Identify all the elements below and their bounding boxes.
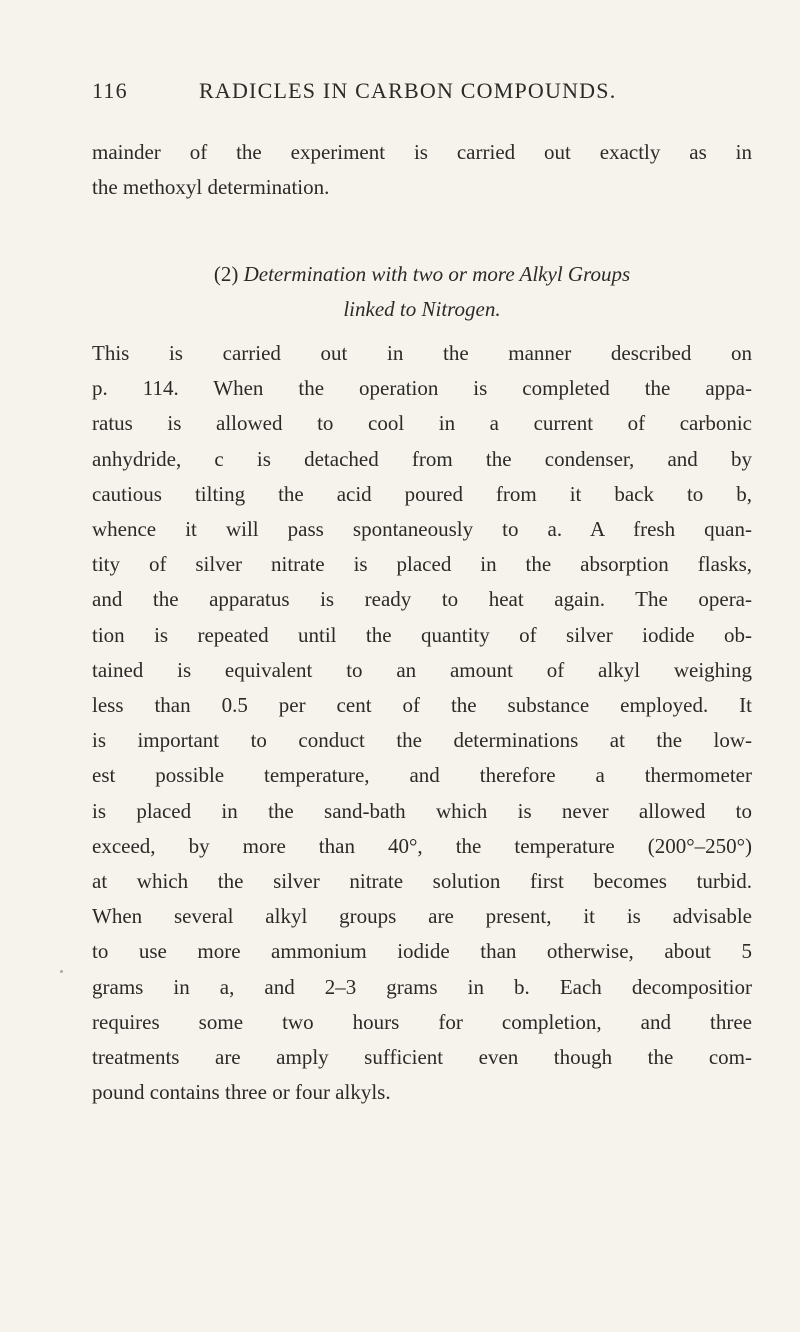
text-line: This is carried out in the manner described on — [92, 341, 752, 365]
text-line: tity of silver nitrate is placed in the absorption flasks, — [92, 552, 752, 577]
text-line: est possible temperature, and therefore a thermometer — [92, 763, 752, 788]
margin-speck — [60, 970, 63, 973]
text-line: cautious tilting the acid poured from it back to b, — [92, 481, 752, 506]
text-line: exceed, by more than 40°, the temperature (200°–250°) — [92, 833, 752, 858]
text-line: treatments are amply sufficient even though the com- — [92, 1045, 752, 1070]
text-line: ratus is allowed to cool in a current of carbonic — [92, 411, 752, 436]
text-line: and the apparatus is ready to heat again. The opera- — [92, 587, 752, 612]
text-line: anhydride, c is detached from the condenser, and by — [92, 446, 752, 471]
text-line: mainder of the experiment is carried out exactly as in — [92, 140, 752, 164]
section-title: Determination with two or more Alkyl Groups — [243, 262, 631, 286]
text-line: tion is repeated until the quantity of silver iodide ob- — [92, 622, 752, 647]
text-line: at which the silver nitrate solution first becomes turbid. — [92, 869, 752, 894]
text-line: is important to conduct the determinations at the low- — [92, 728, 752, 753]
section-heading — [92, 257, 752, 327]
paragraph-continuation — [92, 135, 752, 205]
section-heading-line-1 — [92, 257, 752, 292]
text-line: grams in a, and 2–3 grams in b. Each decompositior — [92, 974, 752, 999]
running-head: RADICLES IN CARBON COMPOUNDS. — [199, 78, 617, 103]
text-line: whence it will pass spontaneously to a. A fresh quan- — [92, 517, 752, 542]
text-line: p. 114. When the operation is completed the appa- — [92, 376, 752, 401]
text-line: When several alkyl groups are present, it is advisable — [92, 904, 752, 929]
page-number: 116 — [92, 78, 128, 103]
page-header — [92, 78, 752, 110]
text-line: tained is equivalent to an amount of alkyl weighing — [92, 657, 752, 682]
text-line: pound contains three or four alkyls. — [92, 1080, 391, 1105]
text-line: requires some two hours for completion, and three — [92, 1009, 752, 1034]
text-line: to use more ammonium iodide than otherwise, about 5 — [92, 939, 752, 964]
text-line: is placed in the sand-bath which is never allowed to — [92, 798, 752, 823]
paragraph-body — [92, 336, 752, 1110]
section-number: (2) — [213, 262, 239, 286]
section-heading-line-2: linked to Nitrogen. — [343, 297, 501, 321]
text-line: the methoxyl determination. — [92, 175, 330, 200]
text-line: less than 0.5 per cent of the substance employed. It — [92, 693, 752, 718]
